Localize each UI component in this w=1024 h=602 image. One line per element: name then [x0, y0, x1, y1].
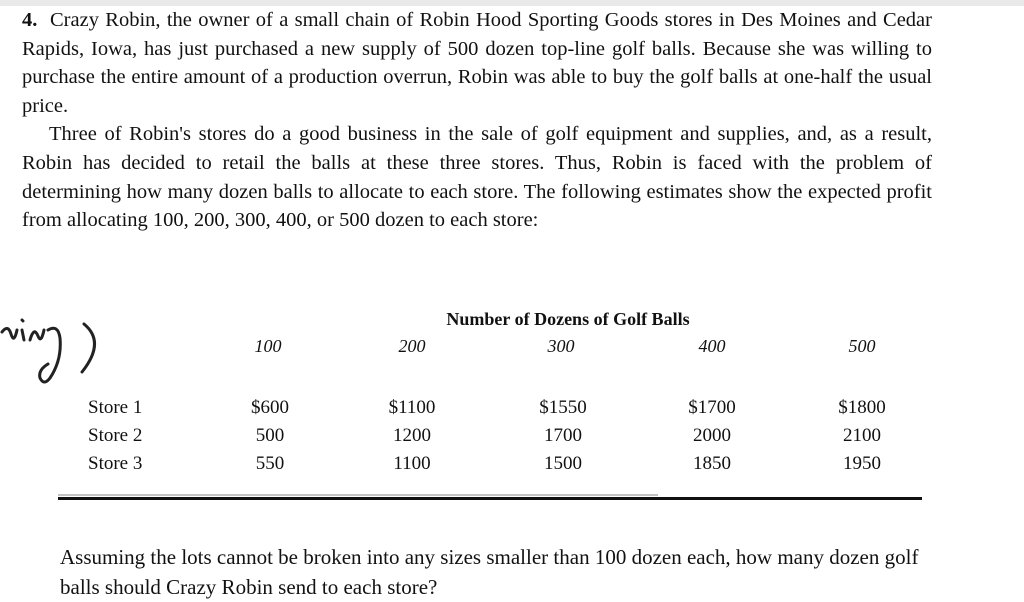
row-label: Store 2: [88, 425, 143, 446]
table-cell: 1500: [544, 453, 582, 474]
table-title: Number of Dozens of Golf Balls: [446, 309, 690, 329]
column-header: 500: [848, 336, 876, 356]
question-text: Assuming the lots cannot be broken into any sizes smaller than 100 dozen each, how many dozen golf balls should Crazy Robin send to each store?: [60, 545, 919, 599]
paragraph-2: Three of Robin's stores do a good business in the sale of golf equipment and supplies, and, as a result, Robin has decided to retail the balls at these three stores. Thus, Robin is faced with the problem of determining how many dozen balls to allocate to each store. The following estimates show the expected profit from allocating 100, 200, 300, 400, or 500 dozen to each store:: [22, 123, 932, 232]
table-cell: 2100: [843, 425, 881, 446]
column-header: 100: [254, 336, 282, 356]
table-cell: $1800: [838, 397, 886, 418]
table-bottom-rule: [58, 497, 922, 500]
table-cell: $1700: [688, 397, 736, 418]
table-cell: 1950: [843, 453, 881, 474]
table-cell: 550: [255, 453, 285, 474]
table-cell: $600: [251, 397, 289, 418]
row-label: Store 3: [88, 453, 143, 474]
column-header: 300: [547, 336, 575, 356]
table-cell: 1850: [693, 453, 731, 474]
table-cell: 1700: [544, 425, 582, 446]
column-header: 200: [398, 336, 426, 356]
table-cell: $1550: [539, 397, 587, 418]
table-cell: 2000: [693, 425, 731, 446]
table-cell: 1100: [393, 453, 431, 474]
table-cell: $1100: [388, 397, 436, 418]
paragraph-1-text: Crazy Robin, the owner of a small chain of Robin Hood Sporting Goods stores in Des Moines and Cedar Rapids, Iowa, has just purchased a new supply of 500 dozen top-line golf balls. Because she was willing to purchase the entire amount of a production overrun, Robin was able to buy the golf balls at one-half the usual price.: [22, 9, 932, 117]
row-label: Store 1: [88, 397, 143, 418]
table-cell: 500: [255, 425, 285, 446]
column-header: 400: [698, 336, 726, 356]
problem-number: 4.: [22, 9, 38, 31]
table-rule-shadow: [58, 494, 658, 496]
table-cell: 1200: [393, 425, 431, 446]
